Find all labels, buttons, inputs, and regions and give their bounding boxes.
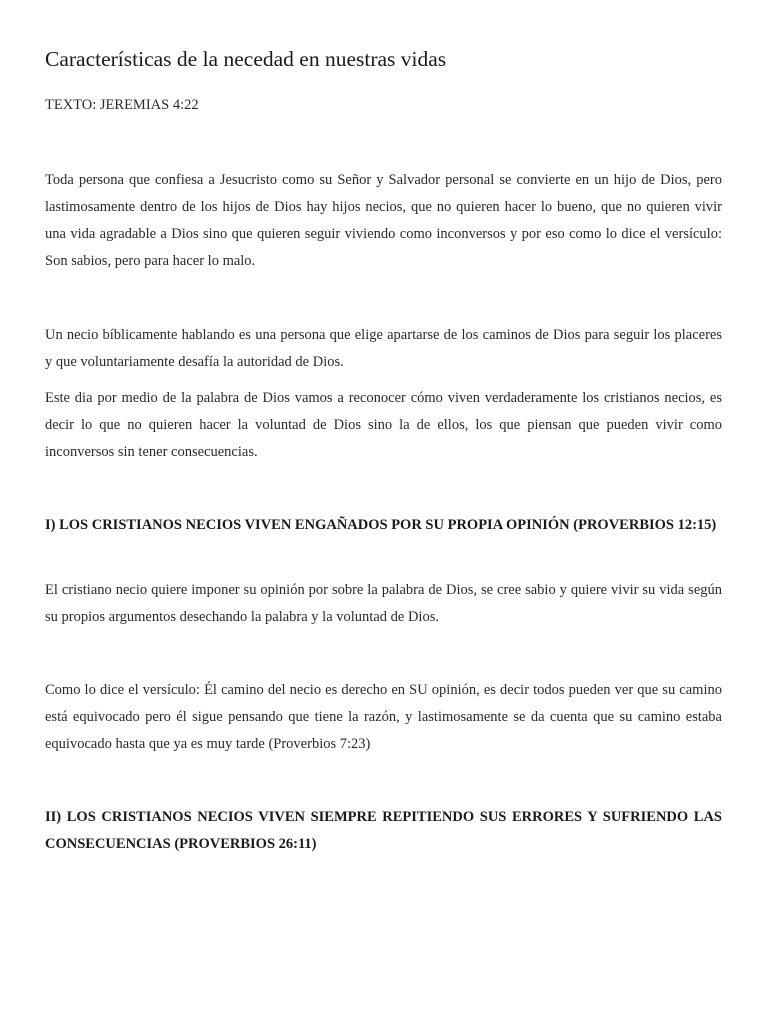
paragraph-definition: Un necio bíblicamente hablando es una persona que elige apartarse de los caminos de Dios para seguir los placeres y que voluntariamente desafía la autoridad de Dios.: [45, 327, 722, 370]
paragraph-purpose: Este dia por medio de la palabra de Dios vamos a reconocer cómo viven verdaderamente los cristianos necios, es decir lo que no quieren hacer la voluntad de Dios sino la de ellos, los que piensan que pueden vivir como inconversos sin tener consecuencias.: [45, 390, 722, 460]
section-heading-2: II) LOS CRISTIANOS NECIOS VIVEN SIEMPRE REPITIENDO SUS ERRORES Y SUFRIENDO LAS CONSECUENCIAS (PROVERBIOS 26:11): [45, 809, 722, 852]
paragraph-section-1a: El cristiano necio quiere imponer su opinión por sobre la palabra de Dios, se cree sabio y quiere vivir su vida según su propios argumentos desechando la palabra y la voluntad de Dios.: [45, 582, 722, 625]
scripture-reference: TEXTO: JEREMIAS 4:22: [45, 97, 199, 113]
document-title: Características de la necedad en nuestras vidas: [45, 47, 447, 71]
paragraph-section-1b: Como lo dice el versículo: Él camino del necio es derecho en SU opinión, es decir todos pueden ver que su camino está equivocado pero él sigue pensando que tiene la razón, y lastimosamente se da cuenta que su camino estaba equivocado hasta que ya es muy tarde (Proverbios 7:23): [45, 682, 722, 752]
section-heading-1: I) LOS CRISTIANOS NECIOS VIVEN ENGAÑADOS POR SU PROPIA OPINIÓN (PROVERBIOS 12:15): [45, 517, 717, 533]
paragraph-intro: Toda persona que confiesa a Jesucristo como su Señor y Salvador personal se convierte en un hijo de Dios, pero lastimosamente dentro de los hijos de Dios hay hijos necios, que no quieren hacer lo bueno, que no quieren vivir una vida agradable a Dios sino que quieren seguir viviendo como inconversos y por eso como lo dice el versículo: Son sabios, pero para hacer lo malo.: [45, 172, 722, 269]
